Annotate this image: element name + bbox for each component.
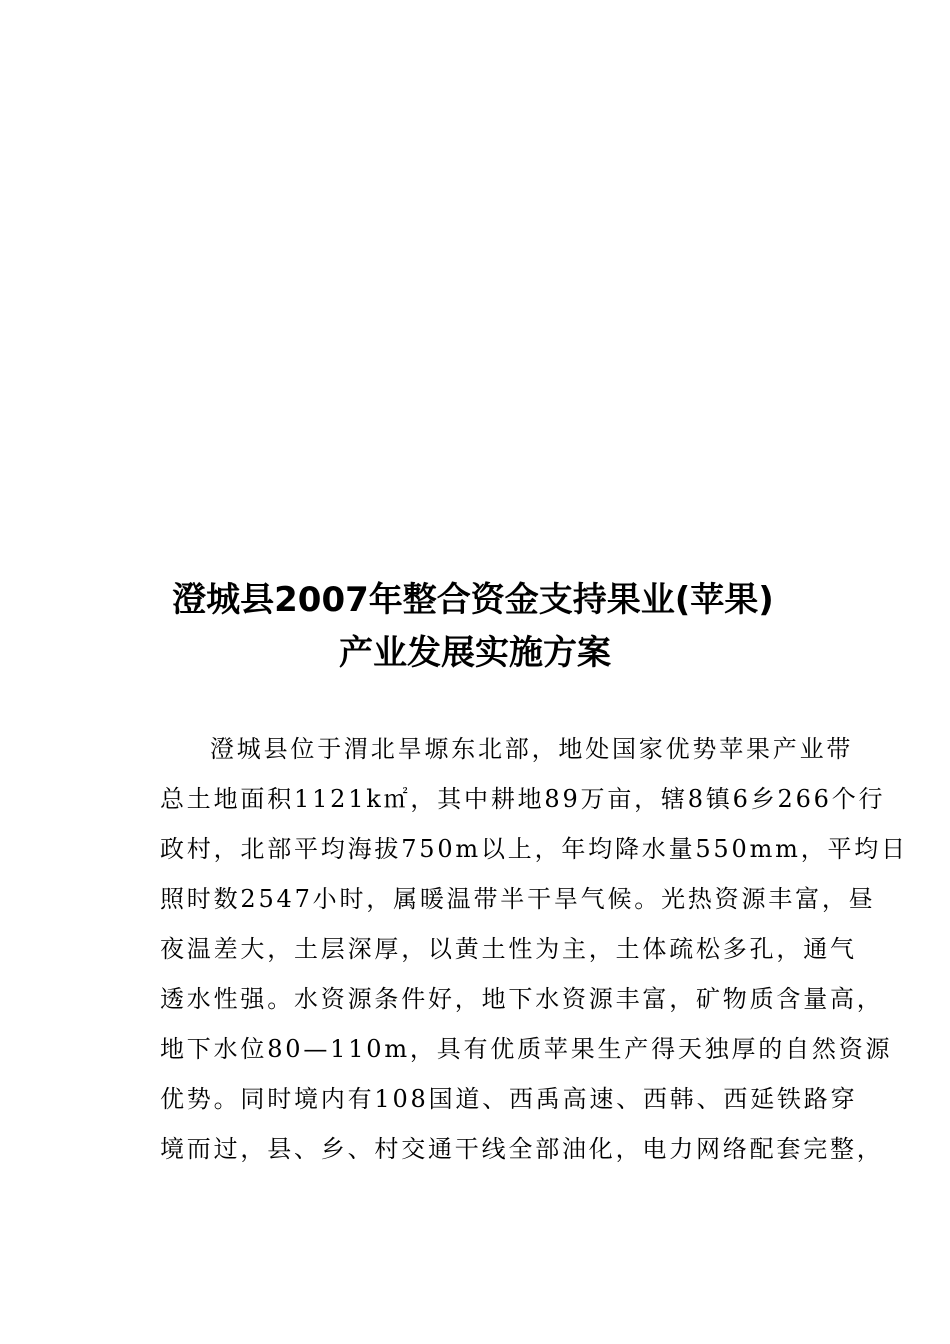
paragraph-line: 优势。同时境内有108国道、西禹高速、西韩、西延铁路穿 — [160, 1085, 858, 1113]
document-title-line-2: 产业发展实施方案 — [339, 633, 611, 673]
paragraph-line: 境而过，县、乡、村交通干线全部油化，电力网络配套完整， — [160, 1135, 884, 1163]
document-title-line-1: 澄城县2007年整合资金支持果业(苹果) — [172, 580, 774, 620]
paragraph-line: 透水性强。水资源条件好，地下水资源丰富，矿物质含量高， — [160, 985, 884, 1013]
paragraph-line: 夜温差大，土层深厚，以黄土性为主，土体疏松多孔，通气 — [160, 935, 857, 963]
paragraph-line: 照时数2547小时，属暖温带半干旱气候。光热资源丰富，昼 — [160, 885, 876, 913]
paragraph-line: 政村，北部平均海拔750m以上，年均降水量550mm，平均日 — [160, 835, 908, 863]
paragraph-line: 地下水位80—110m，具有优质苹果生产得天独厚的自然资源 — [160, 1035, 893, 1063]
paragraph-line: 总土地面积1121k㎡，其中耕地89万亩，辖8镇6乡266个行 — [160, 785, 886, 813]
paragraph-line: 澄城县位于渭北旱塬东北部，地处国家优势苹果产业带 — [210, 735, 854, 763]
